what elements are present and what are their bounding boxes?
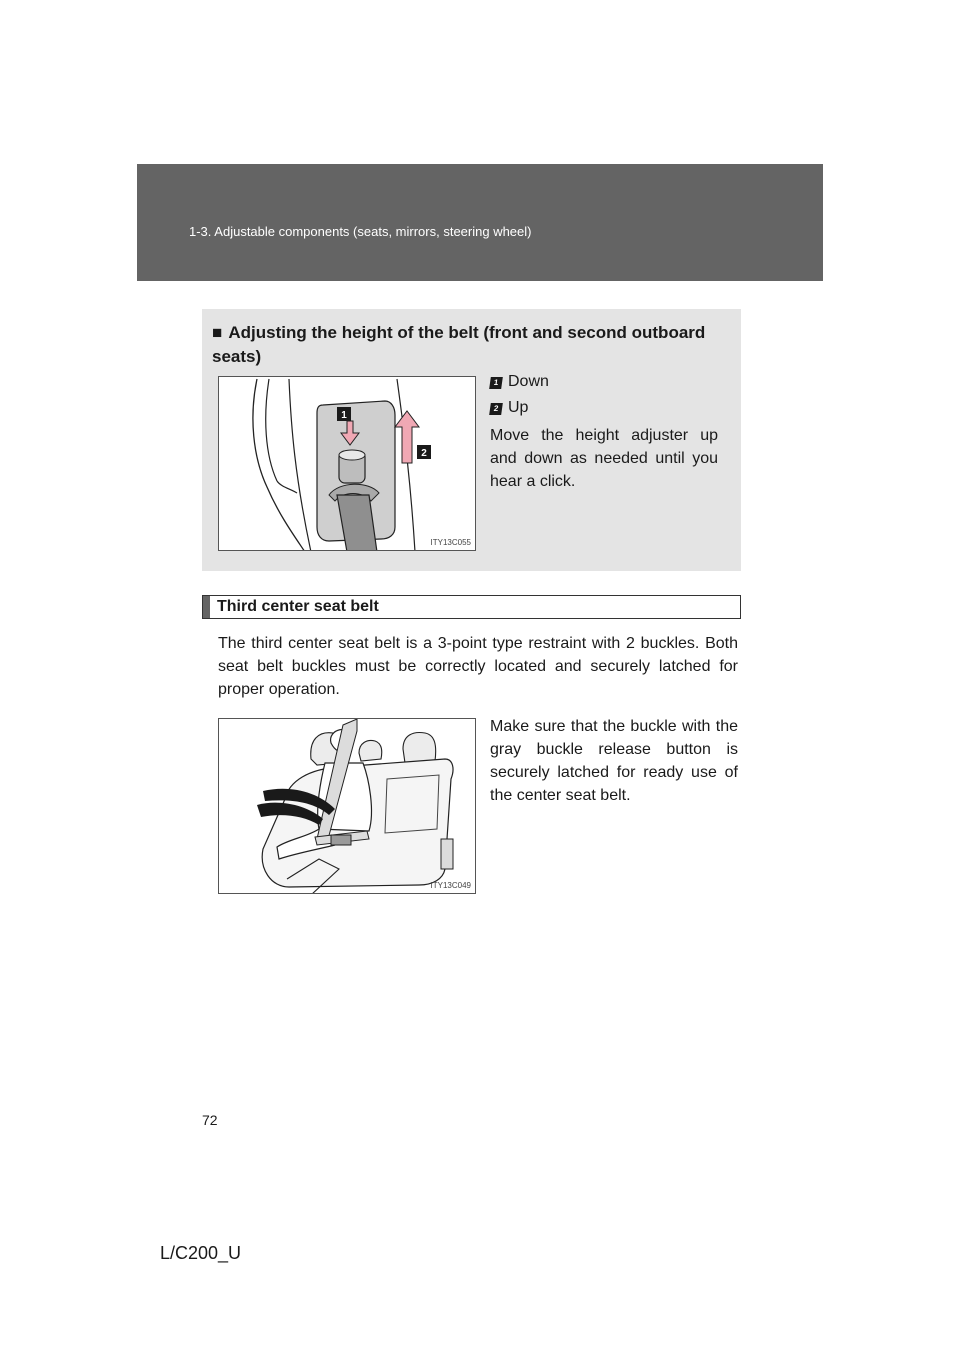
- number-badge: 1: [489, 377, 503, 389]
- adjuster-instruction-text: Move the height adjuster up and down as needed until you hear a click.: [490, 427, 718, 490]
- illustration-code: ITY13C049: [430, 881, 471, 890]
- belt-height-adjuster-illustration: [218, 376, 476, 551]
- section-heading-bar: [202, 595, 741, 619]
- document-code: L/C200_U: [160, 1243, 242, 1263]
- number-badge: 2: [489, 403, 503, 415]
- page-header: [137, 164, 823, 281]
- legend-label: Up: [508, 399, 529, 416]
- square-bullet-icon: ■: [212, 323, 223, 342]
- svg-text:2: 2: [421, 448, 427, 459]
- page-number: 72: [202, 1112, 218, 1128]
- legend-item-up: [490, 398, 528, 418]
- illustration-code: ITY13C055: [430, 538, 471, 547]
- info-box-heading-text: Adjusting the height of the belt (front and second outboard seats): [212, 323, 706, 366]
- info-box-heading: [212, 321, 732, 369]
- center-seat-belt-illustration: [218, 718, 476, 894]
- belt-adjuster-drawing: [219, 377, 476, 551]
- legend-item-down: [490, 372, 549, 392]
- section-intro-text: The third center seat belt is a 3-point type restraint with 2 buckles. Both seat belt buckles must be correctly located and securely latched for proper operation.: [218, 635, 738, 698]
- header-section-title: 1-3. Adjustable components (seats, mirrors, steering wheel): [189, 224, 532, 239]
- svg-text:1: 1: [341, 410, 347, 421]
- section-accent: [203, 596, 210, 618]
- center-seat-belt-drawing: [219, 719, 476, 894]
- buckle-instruction-text: Make sure that the buckle with the gray buckle release button is securely latched for ready use of the center seat belt.: [490, 718, 738, 804]
- legend-label: Down: [508, 373, 549, 390]
- section-title: Third center seat belt: [217, 598, 379, 615]
